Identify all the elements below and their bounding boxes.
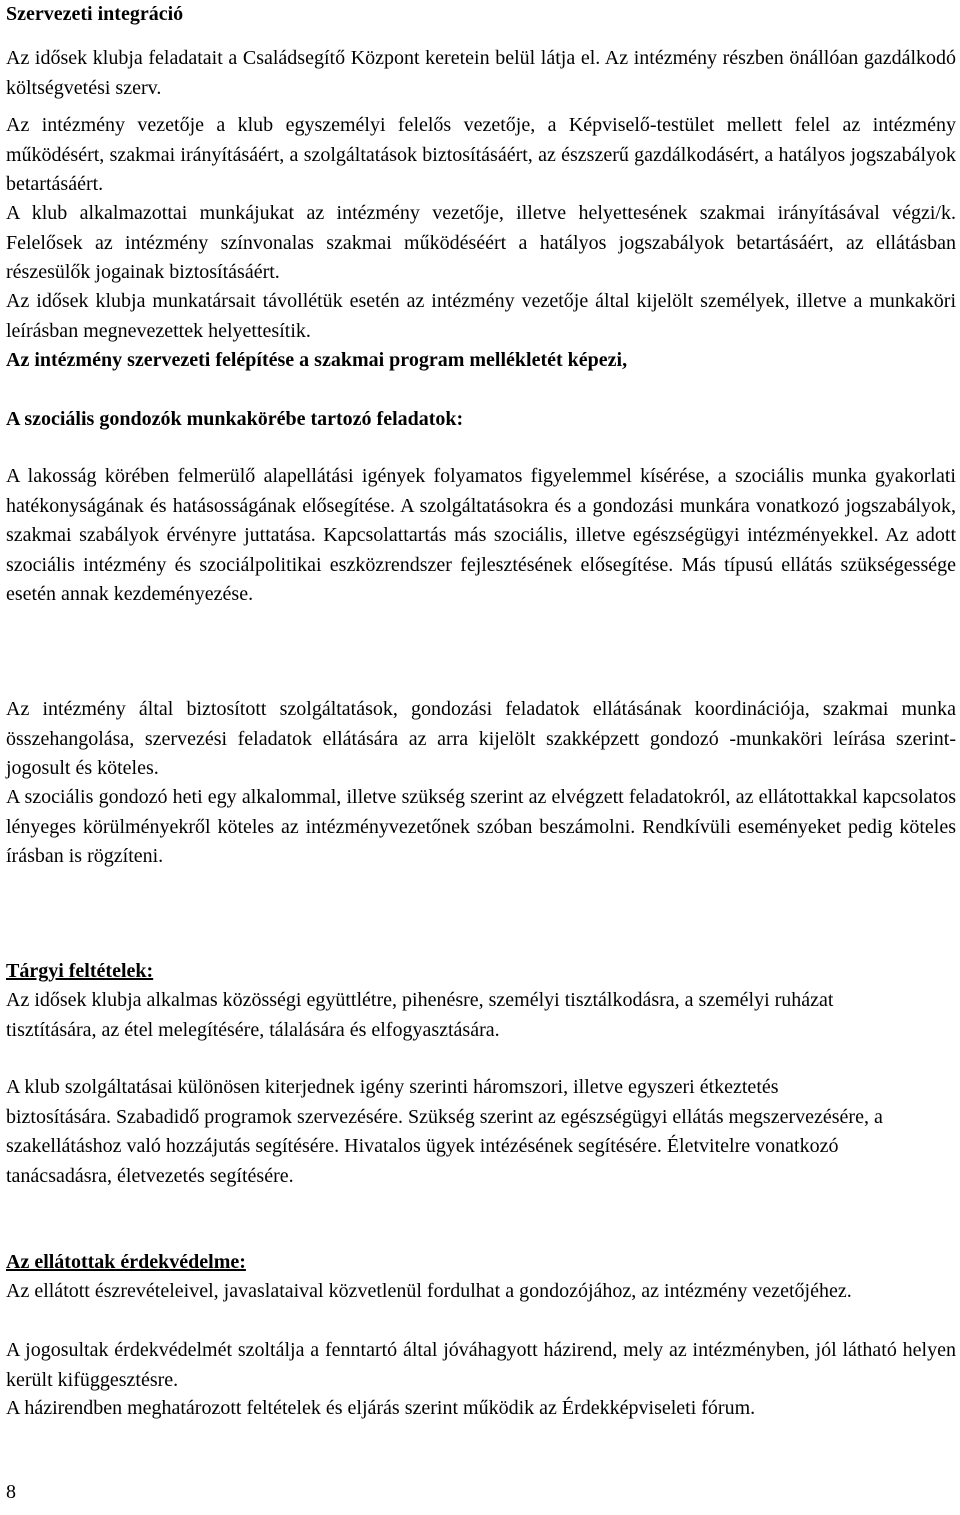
paragraph: A klub alkalmazottai munkájukat az intézmény vezetője, illetve helyettesének szakmai irányításával végzi/k. Felelősek az intézmény színvonalas szakmai működéséért a hatályos jogszabályok betartásáért, az ellátásban részesülők jogainak biztosításáért. [6, 202, 956, 283]
rights-heading-text: Az ellátottak érdekvédelme: [6, 1251, 246, 1273]
paragraph: Az intézmény által biztosított szolgáltatások, gondozási feladatok ellátásának koordinációja, szakmai munka összehangolása, szervezési feladatok ellátására az arra kijelölt szakképzett gondozó -munkaköri leírása szerint- jogosult és köteles. [6, 698, 956, 779]
paragraph: Az idősek klubja munkatársait távollétük esetén az intézmény vezetője által kijelölt személyek, illetve a munkaköri leírásban megnevezettek helyettesítik. [6, 290, 956, 342]
page-number: 8 [6, 1481, 16, 1503]
paragraph: A lakosság körében felmerülő alapellátási igények folyamatos figyelemmel kísérése, a szociális munka gyakorlati hatékonyságának és hatásosságának elősegítése. A szolgáltatásokra és a gondozási munkára vonatkozó jogszabályok, szakmai szabályok érvényre juttatása. Kapcsolattartás más szociális, illetve egészségügyi intézményekkel. Az adott szociális intézmény és szociálpolitikai eszközrendszer fejlesztésének elősegítése. Más típusú ellátás szükségessége esetén annak kezdeményezése. [6, 465, 956, 605]
material-heading [6, 957, 956, 987]
duties-heading: A szociális gondozók munkakörébe tartozó feladatok: [6, 408, 464, 430]
paragraph: A jogosultak érdekvédelmét szoltálja a fenntartó által jóváhagyott házirend, mely az intézményben, jól látható helyen került kifüggesztésre. [6, 1339, 956, 1391]
rights-heading [6, 1248, 956, 1278]
paragraph: Az intézmény vezetője a klub egyszemélyi felelős vezetője, a Képviselő-testület mellett felel az intézmény működésért, szakmai irányításáért, a szolgáltatások biztosításáért, az észszerű gazdálkodásért, a hatályos jogszabályok betartásáért. [6, 114, 956, 195]
paragraph: Az ellátott észrevételeivel, javaslataival közvetlenül fordulhat a gondozójához, az intézmény vezetőjéhez. [6, 1280, 852, 1302]
paragraph: A szociális gondozó heti egy alkalommal, illetve szükség szerint az elvégzett feladatokról, az ellátottakkal kapcsolatos lényeges körülményekről köteles az intézményvezetőnek szóban beszámolni. Rendkívüli eseményeket pedig köteles írásban is rögzíteni. [6, 786, 956, 867]
structure-note: Az intézmény szervezeti felépítése a szakmai program mellékletét képezi, [6, 349, 628, 371]
paragraph: A házirendben meghatározott feltételek és eljárás szerint működik az Érdekképviseleti fórum. [6, 1397, 756, 1419]
paragraph: Az idősek klubja alkalmas közösségi együttlétre, pihenésre, személyi tisztálkodásra, a személyi ruházat tisztítására, az étel melegítésére, tálalására és elfogyasztására. [6, 989, 834, 1041]
section-heading: Szervezeti integráció [6, 3, 184, 25]
paragraph: A klub szolgáltatásai különösen kiterjednek igény szerinti háromszori, illetve egyszeri étkeztetés biztosítására. Szabadidő programok szervezésére. Szükség szerint az egészségügyi ellátás megszervezésére, a szakellátáshoz való hozzájutás segítésére. Hivatalos ügyek intézésének segítésére. Életvitelre vonatkozó tanácsadásra, életvezetés segítésére. [6, 1076, 883, 1187]
paragraph: Az idősek klubja feladatait a Családsegítő Központ keretein belül látja el. Az intézmény részben önállóan gazdálkodó költségvetési szerv. [6, 47, 956, 99]
material-heading-text: Tárgyi feltételek: [6, 960, 154, 982]
